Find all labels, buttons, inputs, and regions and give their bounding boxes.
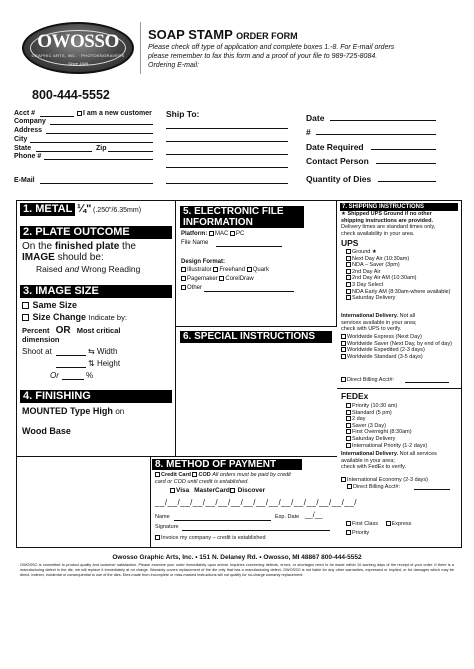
metal-heading: 1. METAL — [20, 203, 75, 216]
quantity-field[interactable] — [378, 175, 436, 182]
invoice-checkbox[interactable] — [155, 535, 160, 540]
ups-option[interactable] — [346, 256, 458, 263]
ups-option-label: 3 Day Select — [352, 281, 384, 288]
worldwide-checkbox[interactable] — [341, 334, 346, 339]
state-field[interactable] — [36, 145, 92, 152]
plate-outcome-line-2 — [22, 252, 104, 263]
pc-checkbox[interactable] — [230, 231, 235, 236]
discover-label: Discover — [237, 487, 266, 494]
fedex-checkbox[interactable] — [346, 429, 351, 434]
special-instructions-area[interactable] — [178, 345, 335, 453]
phone-number: 800-444-5552 — [32, 88, 110, 102]
worldwide-option[interactable] — [341, 334, 459, 341]
shipping-note-1: ★ Shipped UPS Ground if no other — [341, 211, 432, 217]
mac-label: MAC — [215, 231, 229, 238]
first-class-label: First Class — [352, 521, 378, 527]
fedex-label: International Priority (1-2 days) — [352, 442, 428, 449]
plate-text-wrong-reading: Wrong Reading — [81, 264, 141, 274]
logo-name: OWOSSO — [37, 31, 119, 52]
city-label: City — [14, 136, 28, 143]
card-number-field[interactable]: __/__/__/__/__/__/__/__/__/__/__/__/__/__/__/__/ — [155, 498, 357, 507]
zip-field[interactable] — [108, 145, 153, 152]
fedex-options — [346, 403, 458, 449]
ups-option-label: Ground ★ — [352, 249, 377, 255]
plate-text-should: should be: — [57, 252, 104, 263]
other-label: Other — [187, 285, 203, 292]
fedex-checkbox[interactable] — [346, 423, 351, 428]
ups-option[interactable] — [346, 249, 458, 256]
order-number-field[interactable] — [316, 128, 436, 135]
mac-checkbox[interactable] — [209, 231, 214, 236]
other-checkbox[interactable] — [181, 285, 186, 290]
address-field[interactable] — [46, 127, 153, 134]
fedex-label: Standard (5 pm) — [352, 409, 392, 416]
worldwide-label: Worldwide Expedited (2-3 days) — [347, 347, 425, 354]
ups-option[interactable] — [346, 275, 458, 282]
fedex-checkbox[interactable] — [346, 410, 351, 415]
fedex-intl-note — [341, 451, 459, 471]
cardholder-name-field[interactable] — [174, 514, 271, 521]
file-name-field[interactable] — [216, 240, 282, 247]
fedex-option[interactable] — [346, 436, 458, 443]
ship-to-line-5[interactable] — [166, 177, 288, 184]
worldwide-option[interactable] — [341, 347, 459, 354]
company-logo — [22, 22, 134, 74]
instruction-line-1: Please check off type of application and complete boxes 1.-8. For E-mail orders — [148, 44, 395, 51]
shoot-at-label: Shoot at — [22, 347, 52, 356]
email-label: E-Mail — [14, 177, 35, 184]
same-size-checkbox[interactable] — [22, 302, 29, 309]
fedex-divider — [337, 388, 462, 389]
ship-to-label: Ship To: — [166, 109, 200, 119]
ups-checkbox[interactable] — [346, 289, 351, 294]
ups-option[interactable] — [346, 289, 458, 296]
ups-option-label: Saturday Delivery — [352, 295, 396, 302]
usps-row-1 — [346, 521, 411, 528]
illustrator-label: Illustrator — [187, 267, 212, 274]
ups-option[interactable] — [346, 295, 458, 302]
fedex-option[interactable] — [346, 403, 458, 410]
credit-card-checkbox[interactable] — [155, 472, 160, 477]
plate-text-raised: Raised — [36, 264, 63, 274]
ups-checkbox[interactable] — [346, 262, 351, 267]
worldwide-label: Worldwide Saver (Next Day, by end of day) — [347, 340, 452, 347]
ups-checkbox[interactable] — [346, 249, 351, 254]
worldwide-option[interactable] — [341, 341, 459, 348]
worldwide-label: Worldwide Express (Next Day) — [347, 334, 422, 340]
platform-row — [181, 231, 244, 238]
exp-date-field[interactable]: __/__ — [305, 512, 323, 519]
ship-to-line-1[interactable] — [166, 122, 288, 129]
card-type-row — [170, 487, 265, 494]
coreldraw-label: CorelDraw — [225, 276, 254, 283]
contact-field[interactable] — [376, 157, 436, 164]
worldwide-label: Worldwide Standard (3-5 days) — [347, 353, 423, 360]
worldwide-checkbox[interactable] — [341, 341, 346, 346]
ups-intl-heading: International Delivery. — [341, 313, 399, 319]
form-title — [148, 27, 298, 42]
fedex-option[interactable] — [346, 410, 458, 417]
priority-label: Priority — [352, 530, 370, 536]
most-critical-label: Most critical — [76, 326, 121, 335]
fedex-intl-heading: International Delivery. — [341, 451, 399, 457]
ups-checkbox[interactable] — [346, 295, 351, 300]
fedex-intl-label: International Economy (2-3 days) — [347, 477, 429, 483]
ship-to-line-4[interactable] — [166, 161, 288, 168]
mounted-text: MOUNTED Type High — [22, 406, 113, 416]
fedex-option[interactable] — [346, 416, 458, 423]
or-percent-label: Or — [50, 371, 59, 380]
express-label: Express — [391, 521, 412, 527]
electronic-file-heading: 5. ELECTRONIC FILE INFORMATION — [180, 206, 304, 228]
logo-subtitle: GRAPHIC ARTS, INC. · PHOTOENGRAVERS — [31, 53, 125, 58]
worldwide-checkbox[interactable] — [341, 347, 346, 352]
shipping-note — [341, 211, 459, 237]
mastercard-checkbox[interactable] — [230, 488, 235, 493]
ups-option[interactable] — [346, 262, 458, 269]
plate-text-on: On the — [22, 241, 53, 252]
ups-intl-text-1: Not all — [399, 313, 416, 319]
finishing-heading: 4. FINISHING — [20, 390, 172, 403]
payment-row-1 — [155, 472, 335, 479]
ups-option-label: NDA – Saver (3pm) — [352, 262, 400, 269]
visa-checkbox[interactable] — [170, 488, 175, 493]
ups-option-label: Next Day Air (10:30am) — [352, 255, 410, 262]
same-size-label: Same Size — [32, 300, 78, 310]
quark-checkbox[interactable] — [247, 267, 252, 272]
ship-to-line-2[interactable] — [166, 135, 288, 142]
coreldraw-checkbox[interactable] — [219, 276, 224, 281]
worldwide-options — [341, 334, 459, 360]
percent-label: Percent — [22, 326, 50, 335]
new-customer-option[interactable] — [77, 110, 152, 117]
invoice-option[interactable] — [155, 535, 266, 542]
signature-field[interactable] — [182, 524, 330, 531]
worldwide-checkbox[interactable] — [341, 354, 346, 359]
ups-checkbox[interactable] — [346, 269, 351, 274]
fedex-label: Saturday Delivery — [352, 435, 396, 442]
or-label: OR — [55, 325, 71, 336]
ups-intl-text-3: check with UPS to verify. — [341, 326, 402, 333]
width-arrows-icon: ⇆ — [88, 347, 95, 356]
size-change-label: Size Change — [32, 312, 87, 322]
cod-note: All orders must be paid by credit — [212, 472, 291, 478]
ship-to-line-3[interactable] — [166, 148, 288, 155]
exp-label: Exp. Date — [275, 514, 300, 520]
ups-options — [346, 249, 458, 302]
date-field[interactable] — [330, 114, 436, 121]
fedex-label: First Overnight (8:30am) — [352, 429, 412, 436]
plate-outcome-line-3 — [36, 264, 140, 274]
fedex-direct-checkbox[interactable] — [347, 484, 352, 489]
section-metal — [20, 203, 141, 216]
ups-intl-text-2: services available in your area; — [341, 319, 417, 326]
acct-field[interactable] — [40, 110, 74, 117]
fedex-intl-text-2: available in your area; — [341, 457, 395, 464]
freehand-checkbox[interactable] — [213, 267, 218, 272]
shipping-note-4: check availability in your area. — [341, 230, 415, 237]
plate-outcome-line-1 — [22, 241, 136, 252]
fedex-intl-text-1: Not all services — [399, 451, 437, 457]
fedex-intl-checkbox[interactable] — [341, 477, 346, 482]
size-change-checkbox[interactable] — [22, 314, 29, 321]
ups-direct-checkbox[interactable] — [341, 377, 346, 382]
fedex-option[interactable] — [346, 443, 458, 450]
quantity-label: Quantity of Dies — [306, 174, 372, 184]
plate-text-the: the — [122, 241, 136, 252]
instruction-line-3: Ordering E-mail: — [148, 62, 199, 69]
special-instructions-heading: 6. SPECIAL INSTRUCTIONS — [180, 331, 332, 343]
width-label — [88, 347, 117, 356]
cod-note-2: card or COD until credit is established. — [155, 479, 249, 485]
height-arrows-icon: ⇅ — [88, 359, 95, 368]
logo-since: Since 1949 — [67, 61, 88, 66]
company-label: Company — [14, 118, 46, 125]
fedex-intl-text-3: check with FedEx to verify. — [341, 464, 407, 471]
fedex-heading: FEDEx — [341, 391, 369, 401]
email-field[interactable] — [40, 177, 153, 184]
height-text: Height — [96, 359, 121, 368]
signature-label: Signature — [155, 524, 179, 530]
first-class-checkbox[interactable] — [346, 521, 351, 526]
metal-dims: (.250"/6.35mm) — [93, 207, 142, 214]
fedex-label: Priority (10:30 am) — [352, 403, 398, 409]
worldwide-option[interactable] — [341, 354, 459, 361]
fedex-checkbox[interactable] — [346, 416, 351, 421]
pagemaker-checkbox[interactable] — [181, 276, 186, 281]
shipping-note-2: shipping instructions are provided. — [341, 217, 433, 224]
phone-field[interactable] — [44, 153, 153, 160]
footer-address: Owosso Graphic Arts, Inc. • 151 N. Delaney Rd. • Owosso, MI 48867 800-444-5552 — [112, 554, 362, 561]
usps-row-2 — [346, 530, 369, 537]
mastercard-label: MasterCard — [194, 487, 230, 494]
ups-option-label: 2nd Day Air AM (10:30am) — [352, 275, 417, 282]
payment-heading: 8. METHOD OF PAYMENT — [152, 459, 302, 470]
illustrator-checkbox[interactable] — [181, 267, 186, 272]
cod-label: COD — [198, 472, 211, 478]
fedex-direct-field[interactable] — [414, 484, 450, 490]
visa-label: Visa — [176, 487, 190, 494]
ups-option-label: NDA Early AM (8:30am-where available) — [352, 288, 451, 295]
cod-checkbox[interactable] — [192, 472, 197, 477]
mounted-line — [22, 406, 124, 416]
fedex-checkbox[interactable] — [346, 403, 351, 408]
pc-label: PC — [236, 231, 245, 238]
shipping-heading: 7. SHIPPING INSTRUCTIONS — [340, 203, 458, 211]
platform-label: Platform: — [181, 231, 208, 238]
freehand-label: Freehand — [219, 267, 246, 274]
contact-label: Contact Person — [306, 156, 369, 166]
width-text: Width — [96, 347, 118, 356]
indicate-by-label: Indicate by: — [88, 313, 127, 322]
format-row-2 — [181, 276, 254, 283]
city-field[interactable] — [30, 136, 153, 143]
quark-label: Quark — [252, 267, 270, 274]
acct-label: Acct # — [14, 110, 36, 117]
name-label: Name — [155, 514, 170, 520]
plate-text-and: and — [64, 264, 80, 274]
footer-fineprint: OWOSSO is committed to product quality and customer satisfaction. Please examine your order immediately upon arrival. Inquiries concerning defects, errors, or shortages need to be made within 10 working days of the receipt of your order. If there is a manufacturing defect in the die, we will replace it immediately at no charge. Warranty covers replacement of the die only that has a manufacturing defect. OWOSSO is not liable for any other warranties, expressed or implied, or for damages which may be direct, indirect, incidental or consequential to use of the dies. Dies made from incomplete or miss-marked instructions will not qualify for no-charge warranty replacement. — [20, 563, 454, 577]
new-customer-checkbox[interactable] — [77, 111, 82, 116]
design-format-label: Design Format: — [181, 259, 226, 265]
height-label — [88, 359, 120, 368]
shipping-note-3: Delivery times are standard times only, — [341, 224, 436, 231]
priority-checkbox[interactable] — [346, 530, 351, 535]
phone-label: Phone # — [14, 153, 42, 160]
plate-outcome-heading: 2. PLATE OUTCOME — [20, 226, 172, 239]
date-required-label: Date Required — [306, 142, 364, 152]
fedex-label: Saver (3 Day) — [352, 422, 386, 429]
ups-heading: UPS — [341, 238, 359, 248]
date-label: Date — [306, 113, 325, 123]
metal-fraction: ¼" — [76, 203, 92, 215]
express-checkbox[interactable] — [386, 521, 391, 526]
title-main: SOAP STAMP — [148, 27, 233, 42]
ups-direct-label: Direct Billing Acct#: — [347, 377, 395, 383]
fedex-option[interactable] — [346, 429, 458, 436]
shoot-width-field[interactable] — [56, 349, 86, 356]
address-label: Address — [14, 127, 43, 134]
ups-option[interactable] — [346, 282, 458, 289]
state-label: State — [14, 145, 32, 152]
plate-text-image: IMAGE — [22, 252, 55, 263]
ups-checkbox[interactable] — [346, 282, 351, 287]
ups-direct-field[interactable] — [405, 377, 449, 383]
new-customer-label: I am a new customer — [83, 110, 152, 117]
ups-direct-billing[interactable] — [341, 377, 394, 384]
date-required-field[interactable] — [371, 143, 436, 150]
dimension-label: dimension — [22, 335, 60, 344]
file-name-label: File Name — [181, 240, 209, 246]
order-number-label: # — [306, 127, 311, 137]
credit-card-label: Credit Card — [161, 472, 191, 478]
zip-label: Zip — [96, 145, 107, 152]
on-text: on — [115, 407, 125, 416]
shoot-height-field[interactable] — [56, 361, 86, 368]
ups-checkbox[interactable] — [346, 256, 351, 261]
title-small: ORDER FORM — [236, 31, 298, 41]
instructions — [148, 43, 448, 70]
fedex-label: 2 day — [352, 416, 366, 423]
format-row-1 — [181, 267, 269, 274]
ups-option[interactable] — [346, 269, 458, 276]
other-format-field[interactable] — [204, 285, 294, 292]
percent-field[interactable] — [62, 373, 84, 380]
format-other — [181, 285, 202, 292]
fedex-direct-label: Direct Billing Acct#: — [353, 483, 401, 490]
ups-option-label: 2nd Day Air — [352, 268, 381, 275]
image-size-heading: 3. IMAGE SIZE — [20, 285, 172, 298]
instruction-line-2: please remember to fax this form and a proof of your file to 989-725-8084. — [148, 53, 378, 60]
size-change-option[interactable] — [22, 312, 127, 322]
fedex-checkbox[interactable] — [346, 436, 351, 441]
fedex-option[interactable] — [346, 423, 458, 430]
ups-checkbox[interactable] — [346, 275, 351, 280]
invoice-label: Invoice my company – credit is established — [161, 535, 266, 541]
header-divider — [140, 22, 141, 74]
ups-intl-note — [341, 313, 459, 333]
fedex-intl-option[interactable] — [341, 477, 459, 484]
pagemaker-label: Pagemaker — [187, 276, 218, 283]
wood-base-text: Wood Base — [22, 426, 71, 436]
company-field[interactable] — [50, 118, 153, 125]
plate-text-finished: finished plate — [54, 241, 120, 252]
percent-sign: % — [86, 371, 94, 380]
fedex-checkbox[interactable] — [346, 443, 351, 448]
same-size-option[interactable] — [22, 300, 77, 310]
